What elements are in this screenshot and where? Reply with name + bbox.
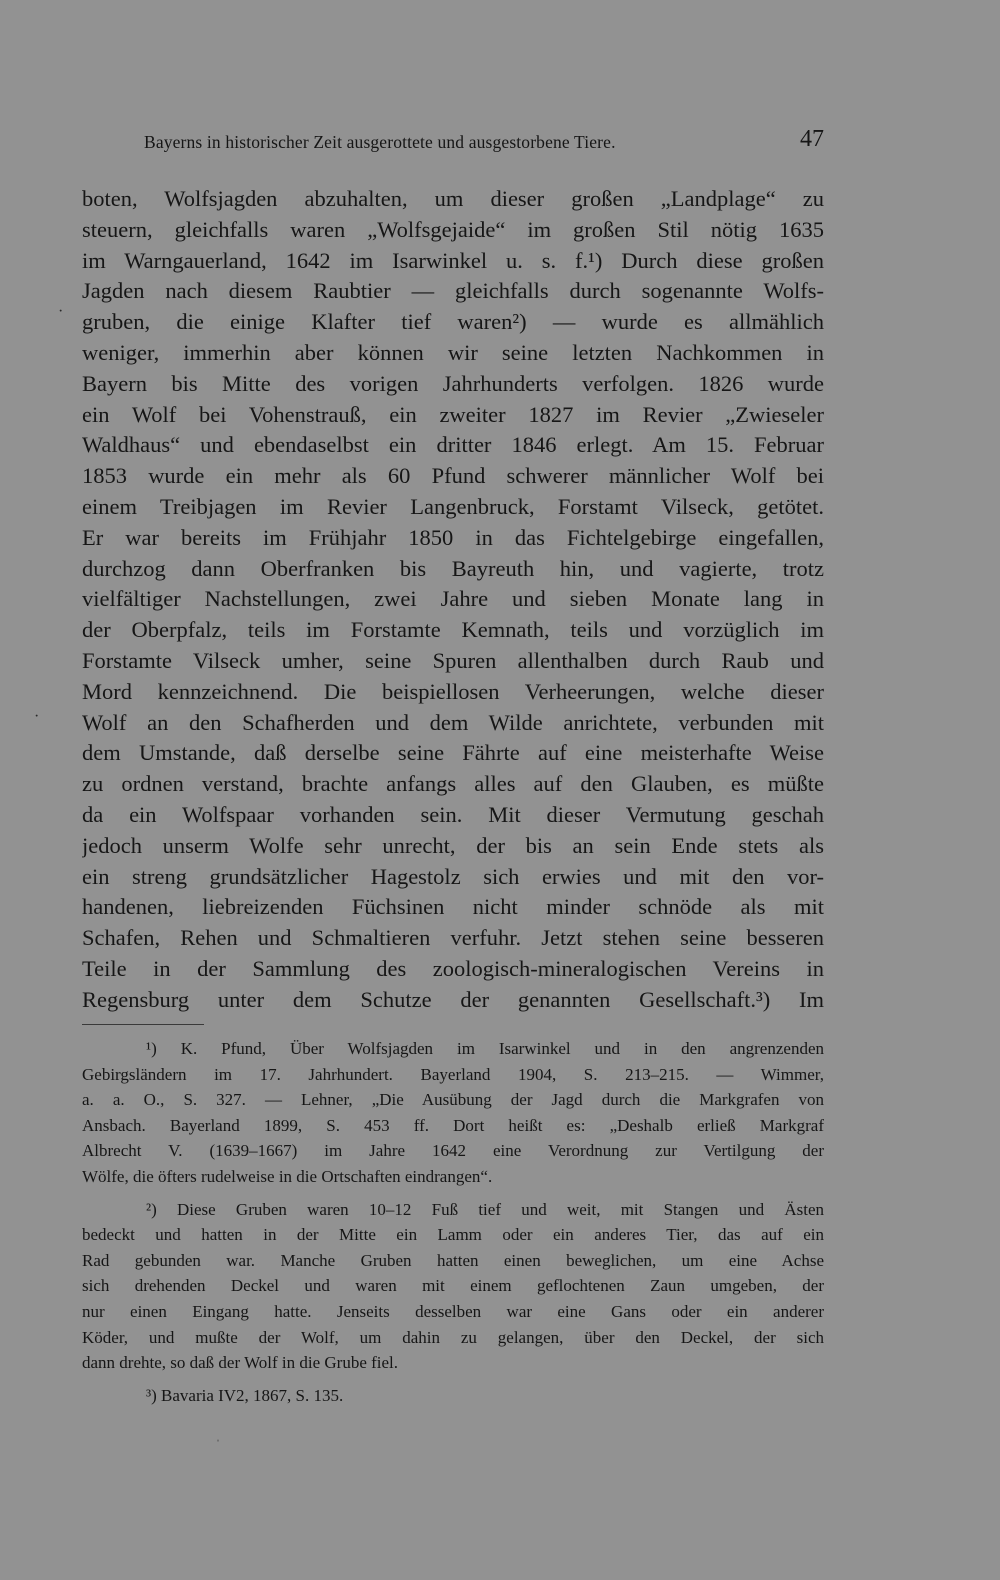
running-title: Bayerns in historischer Zeit ausgerottete und ausgestorbene Tiere. bbox=[144, 132, 616, 152]
scan-speck: · bbox=[34, 708, 40, 725]
footnote-line: bedeckt und hatten in der Mitte ein Lamm oder ein anderes Tier, das auf ein bbox=[82, 1225, 824, 1245]
footnote-line: nur einen Eingang hatte. Jenseits desselben war eine Gans oder ein anderer bbox=[82, 1301, 824, 1321]
text-line: der Oberpfalz, teils im Forstamte Kemnath, teils und vorzüglich im bbox=[82, 617, 824, 643]
text-line: Forstamte Vilseck umher, seine Spuren allenthalben durch Raub und bbox=[82, 647, 824, 673]
text-line: ein Wolf bei Vohenstrauß, ein zweiter 1827 im Revier „Zwieseler bbox=[82, 401, 824, 427]
footnote-spacer bbox=[82, 1376, 824, 1383]
text-line: da ein Wolfspaar vorhanden sein. Mit dieser Vermutung geschah bbox=[82, 801, 824, 827]
footnote-line: Rad gebunden war. Manche Gruben hatten einen beweglichen, um eine Achse bbox=[82, 1250, 824, 1270]
text-line: handenen, liebreizenden Füchsinen nicht minder schnöde als mit bbox=[82, 894, 824, 920]
footnote-line: dann drehte, so daß der Wolf in die Grube fiel. bbox=[82, 1353, 399, 1373]
footnote-line: Gebirgsländern im 17. Jahrhundert. Bayerland 1904, S. 213–215. — Wimmer, bbox=[82, 1064, 824, 1084]
text-line: Regensburg unter dem Schutze der genannten Gesellschaft.³) Im bbox=[82, 986, 824, 1012]
footnote-line: ¹) K. Pfund, Über Wolfsjagden im Isarwinkel und in den angrenzenden bbox=[146, 1039, 824, 1058]
footnote-spacer bbox=[82, 1190, 824, 1197]
footnote-line: ³) Bavaria IV2, 1867, S. 135. bbox=[146, 1385, 344, 1405]
text-line: Schafen, Rehen und Schmaltieren verfuhr. Jetzt stehen seine besseren bbox=[82, 925, 824, 951]
footnote-divider bbox=[82, 1024, 204, 1025]
text-line: gruben, die einige Klafter tief waren²) — wurde es allmählich bbox=[82, 309, 824, 335]
text-line: weniger, immerhin aber können wir seine letzten Nachkommen in bbox=[82, 339, 824, 365]
footnotes bbox=[82, 1036, 824, 1408]
text-line: zu ordnen verstand, brachte anfangs alles auf den Glauben, es müßte bbox=[82, 771, 824, 797]
text-line: Bayern bis Mitte des vorigen Jahrhunderts verfolgen. 1826 wurde bbox=[82, 370, 824, 396]
footnote-1 bbox=[82, 1036, 824, 1190]
footnote-2 bbox=[82, 1197, 824, 1376]
text-line: Jagden nach diesem Raubtier — gleichfalls durch sogenannte Wolfs- bbox=[82, 278, 824, 304]
text-line: im Warngauerland, 1642 im Isarwinkel u. s. f.¹) Durch diese großen bbox=[82, 247, 824, 273]
footnote-line: Ansbach. Bayerland 1899, S. 453 ff. Dort heißt es: „Deshalb erließ Markgraf bbox=[82, 1115, 824, 1135]
text-line: boten, Wolfsjagden abzuhalten, um dieser großen „Landplage“ zu bbox=[82, 186, 824, 211]
text-line: durchzog dann Oberfranken bis Bayreuth hin, und vagierte, trotz bbox=[82, 555, 824, 581]
scan-speck: ˌ bbox=[216, 1428, 220, 1442]
text-line: Waldhaus“ und ebendaselbst ein dritter 1846 erlegt. Am 15. Februar bbox=[82, 432, 824, 458]
text-line: Wolf an den Schafherden und dem Wilde anrichtete, verbunden mit bbox=[82, 709, 824, 735]
text-line: einem Treibjagen im Revier Langenbruck, Forstamt Vilseck, getötet. bbox=[82, 493, 824, 519]
text-line: Er war bereits im Frühjahr 1850 in das Fichtelgebirge eingefallen, bbox=[82, 524, 824, 550]
footnote-line: sich drehenden Deckel und waren mit einem geflochtenen Zaun umgeben, der bbox=[82, 1276, 824, 1296]
footnote-3 bbox=[82, 1383, 824, 1409]
footnote-line: Albrecht V. (1639–1667) im Jahre 1642 eine Verordnung zur Vertilgung der bbox=[82, 1141, 824, 1161]
text-line: steuern, gleichfalls waren „Wolfsgejaide“ im großen Stil nötig 1635 bbox=[82, 216, 824, 242]
running-head bbox=[144, 126, 824, 160]
text-line: dem Umstande, daß derselbe seine Fährte auf eine meisterhafte Weise bbox=[82, 740, 824, 766]
page-number: 47 bbox=[800, 126, 824, 152]
text-line: Teile in der Sammlung des zoologisch-mineralogischen Vereins in bbox=[82, 955, 824, 981]
text-line: vielfältiger Nachstellungen, zwei Jahre und sieben Monate lang in bbox=[82, 586, 824, 612]
footnote-line: ²) Diese Gruben waren 10–12 Fuß tief und weit, mit Stangen und Ästen bbox=[146, 1199, 824, 1219]
footnote-line: Köder, und mußte der Wolf, um dahin zu gelangen, über den Deckel, der sich bbox=[82, 1327, 824, 1347]
scan-speck: · bbox=[58, 303, 64, 320]
text-line: Mord kennzeichnend. Die beispiellosen Verheerungen, welche dieser bbox=[82, 678, 824, 704]
main-text bbox=[82, 184, 824, 1016]
text-line: ein streng grundsätzlicher Hagestolz sich erwies und mit den vor- bbox=[82, 863, 824, 889]
text-line: jedoch unserm Wolfe sehr unrecht, der bis an sein Ende stets als bbox=[82, 832, 824, 858]
footnote-line: a. a. O., S. 327. — Lehner, „Die Ausübung der Jagd durch die Markgrafen von bbox=[82, 1090, 824, 1110]
footnote-line: Wölfe, die öfters rudelweise in die Ortschaften eindrangen“. bbox=[82, 1166, 493, 1186]
text-line: 1853 wurde ein mehr als 60 Pfund schwerer männlicher Wolf bei bbox=[82, 463, 824, 489]
